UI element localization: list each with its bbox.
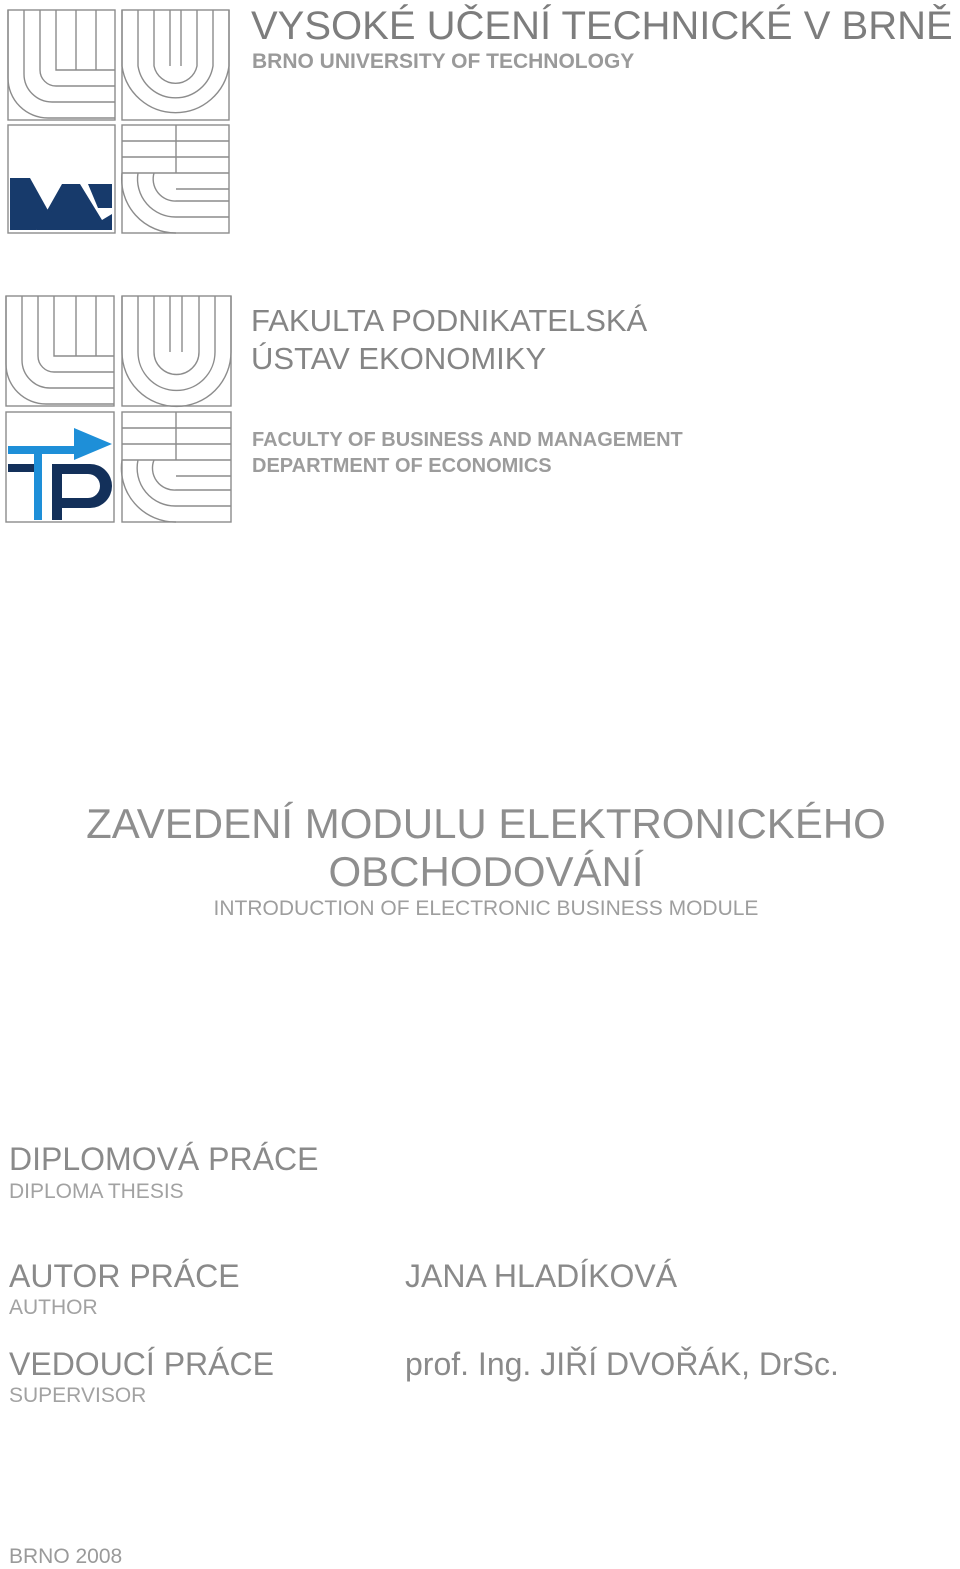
department-name-en: DEPARTMENT OF ECONOMICS [252,455,552,477]
department-name-cz: ÚSTAV EKONOMIKY [251,341,547,376]
supervisor-label-cz: VEDOUCÍ PRÁCE [9,1346,274,1382]
thesis-title-cz-line1: ZAVEDENÍ MODULU ELEKTRONICKÉHO [86,800,886,847]
supervisor-name: prof. Ing. JIŘÍ DVOŘÁK, DrSc. [405,1346,839,1382]
thesis-type-en: DIPLOMA THESIS [9,1180,184,1203]
faculty-name-cz: FAKULTA PODNIKATELSKÁ [251,303,648,338]
author-label-cz: AUTOR PRÁCE [9,1258,240,1294]
faculty-logo [4,294,234,526]
thesis-type-cz: DIPLOMOVÁ PRÁCE [9,1141,319,1177]
faculty-name-en: FACULTY OF BUSINESS AND MANAGEMENT [252,429,683,451]
place-year: BRNO 2008 [9,1545,123,1568]
thesis-title-cz-line2: OBCHODOVÁNÍ [328,848,644,895]
thesis-title-en: INTRODUCTION OF ELECTRONIC BUSINESS MODULE [213,897,759,920]
thesis-title-block [0,800,960,922]
fp-logo-icon [4,294,234,526]
university-logo [6,8,232,236]
university-name-cz: VYSOKÉ UČENÍ TECHNICKÉ V BRNĚ [251,4,953,48]
vut-logo-icon [6,8,232,236]
author-name: JANA HLADÍKOVÁ [405,1258,678,1294]
university-name-en: BRNO UNIVERSITY OF TECHNOLOGY [252,50,635,73]
author-label-en: AUTHOR [9,1296,98,1319]
supervisor-label-en: SUPERVISOR [9,1384,147,1407]
